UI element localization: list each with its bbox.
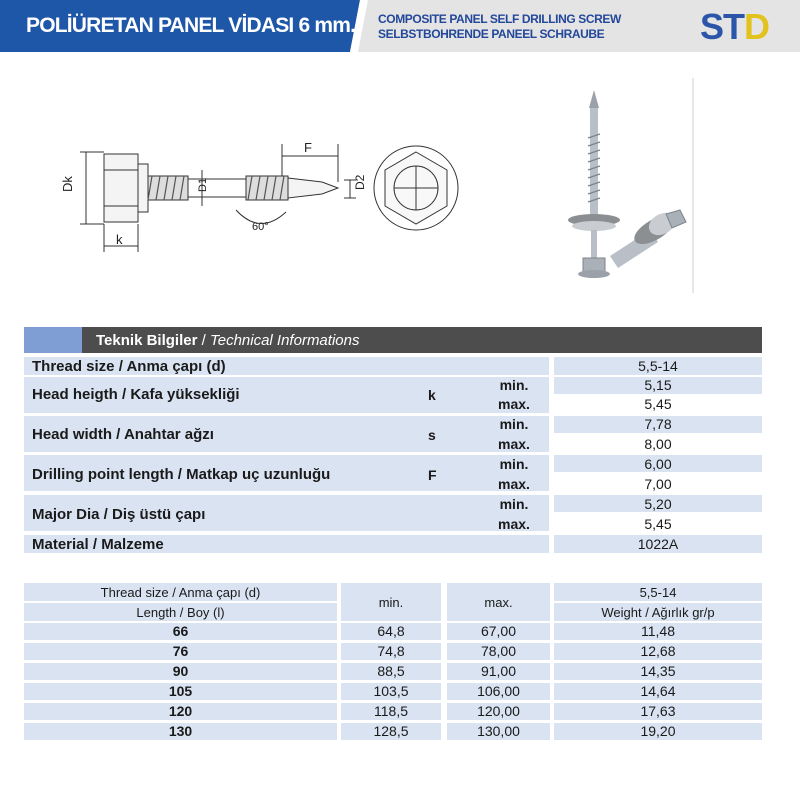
product-subtitle xyxy=(378,12,621,42)
size-row-min: 88,5 xyxy=(377,663,405,679)
dim-label-angle: 60° xyxy=(252,221,269,233)
size-row-weight: 19,20 xyxy=(640,723,676,739)
tech-row-max-label: max. xyxy=(498,436,530,452)
header-size: 5,5-14 xyxy=(639,585,677,600)
tech-row-symbol: k xyxy=(428,387,436,403)
size-row-length: 66 xyxy=(172,623,189,639)
size-row-weight: 12,68 xyxy=(640,643,676,659)
tech-row-label: Head heigth / Kafa yüksekliği xyxy=(32,386,240,403)
tech-row-max-label: max. xyxy=(498,516,530,532)
size-row-weight: 14,35 xyxy=(640,663,676,679)
tech-row-max-value: 8,00 xyxy=(644,436,672,452)
header-length: Length / Boy (l) xyxy=(136,605,225,620)
tech-row-min-label: min. xyxy=(499,496,529,512)
size-row-min: 74,8 xyxy=(377,643,405,659)
logo-text: ST xyxy=(700,6,745,47)
subtitle-german: SELBSTBOHRENDE PANEEL SCHRAUBE xyxy=(378,27,605,41)
section-accent-block xyxy=(24,327,82,353)
header-max: max. xyxy=(484,595,513,610)
size-row-weight: 17,63 xyxy=(640,703,676,719)
tech-row-max-value: 5,45 xyxy=(644,516,672,532)
size-row-length: 120 xyxy=(168,703,193,719)
tech-row-min-label: min. xyxy=(499,416,529,432)
tech-row-min-value: 6,00 xyxy=(644,456,672,472)
dim-label-d1: D1 xyxy=(197,177,209,192)
tech-row-value: 5,5-14 xyxy=(638,358,678,374)
tech-row-label: Drilling point length / Matkap uç uzunluğu xyxy=(32,466,331,483)
size-row-min: 103,5 xyxy=(373,683,409,699)
size-row-max: 78,00 xyxy=(480,643,517,659)
tech-row-max-value: 5,45 xyxy=(644,396,672,412)
header-thread-size: Thread size / Anma çapı (d) xyxy=(100,585,261,600)
header-min: min. xyxy=(378,595,404,610)
tech-row-label: Head width / Anahtar ağzı xyxy=(32,426,214,443)
dim-label-f: F xyxy=(304,140,312,155)
logo-accent-letter: D xyxy=(744,6,770,47)
tech-row-max-label: max. xyxy=(498,396,530,412)
subtitle-english: COMPOSITE PANEL SELF DRILLING SCREW xyxy=(378,12,621,26)
size-row-max: 106,00 xyxy=(477,683,520,699)
brand-logo xyxy=(700,6,769,48)
dim-label-d2: D2 xyxy=(353,174,367,190)
tech-row-symbol: F xyxy=(428,467,437,483)
product-title: POLİÜRETAN PANEL VİDASI 6 mm. xyxy=(26,14,356,37)
tech-row-value: 1022A xyxy=(637,536,679,552)
page-header xyxy=(0,0,800,52)
size-row-weight: 14,64 xyxy=(640,683,676,699)
size-row-length: 130 xyxy=(168,723,193,739)
dim-label-dk: Dk xyxy=(60,176,75,192)
size-row-weight: 11,48 xyxy=(641,623,675,639)
size-row-length: 90 xyxy=(172,663,189,679)
tech-row-min-label: min. xyxy=(499,456,529,472)
size-row-length: 76 xyxy=(172,643,189,659)
tech-row-label: Thread size / Anma çapı (d) xyxy=(32,358,226,375)
tech-row-min-label: min. xyxy=(499,377,529,393)
tech-row-max-value: 7,00 xyxy=(644,476,672,492)
tech-row-label: Major Dia / Diş üstü çapı xyxy=(32,506,206,523)
size-row-max: 120,00 xyxy=(477,703,520,719)
technical-info-title: Teknik Bilgiler / Technical Informations xyxy=(96,332,360,349)
size-row-length: 105 xyxy=(168,683,193,699)
dim-label-k: k xyxy=(116,232,123,247)
tech-row-label: Material / Malzeme xyxy=(32,536,164,553)
size-row-max: 130,00 xyxy=(477,723,520,739)
technical-info-header xyxy=(24,327,762,353)
size-row-max: 67,00 xyxy=(480,623,517,639)
size-row-min: 128,5 xyxy=(373,723,409,739)
header-weight: Weight / Ağırlık gr/p xyxy=(601,605,715,620)
size-row-min: 64,8 xyxy=(377,623,405,639)
size-row-min: 118,5 xyxy=(374,703,408,719)
tech-row-symbol: s xyxy=(428,427,436,443)
size-row-max: 91,00 xyxy=(480,663,517,679)
tech-row-min-value: 7,78 xyxy=(644,416,672,432)
technical-drawing xyxy=(60,120,480,270)
tech-row-min-value: 5,15 xyxy=(644,377,672,393)
product-photo xyxy=(550,78,700,293)
tech-row-min-value: 5,20 xyxy=(644,496,672,512)
tech-row-max-label: max. xyxy=(498,476,530,492)
